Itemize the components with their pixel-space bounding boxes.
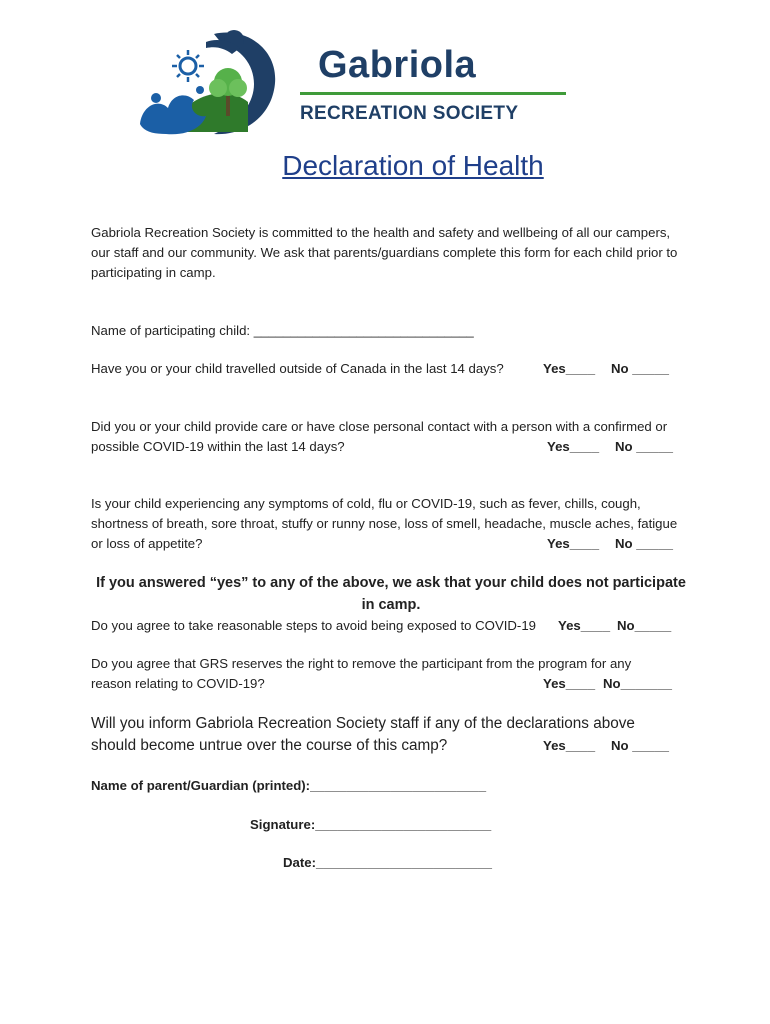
agreement-avoid-exposure: Do you agree to take reasonable steps to avoid being exposed to COVID-19	[91, 618, 536, 633]
yes-option[interactable]: Yes____	[543, 361, 596, 376]
signature-field[interactable]: Signature:________________________	[250, 817, 492, 832]
logo-icon	[136, 28, 284, 140]
no-option[interactable]: No _____	[611, 738, 669, 753]
no-option[interactable]: No_______	[603, 676, 672, 691]
question-travel: Have you or your child travelled outside of Canada in the last 14 days?	[91, 361, 504, 376]
parent-name-field[interactable]: Name of parent/Guardian (printed):________________________	[91, 778, 487, 793]
agreement-removal: Do you agree that GRS reserves the right to remove the participant from the program for any reason relating to COVID-19?	[91, 656, 632, 691]
warning-note: If you answered “yes” to any of the above, we ask that your child does not participate in camp.	[96, 575, 686, 613]
no-option[interactable]: No _____	[611, 361, 669, 376]
date-field[interactable]: Date:________________________	[283, 855, 492, 870]
yes-option[interactable]: Yes____	[543, 738, 596, 753]
logo	[136, 28, 284, 140]
yes-option[interactable]: Yes____	[543, 676, 596, 691]
agreement-inform: Will you inform Gabriola Recreation Society staff if any of the declarations above should become untrue over the course of this camp?	[91, 715, 635, 754]
intro-paragraph: Gabriola Recreation Society is committed to the health and safety and wellbeing of all our campers, our staff and our community. We ask that parents/guardians complete this form for each child prior to participating in camp.	[91, 225, 678, 280]
yes-option[interactable]: Yes____	[558, 618, 611, 633]
question-contact: Did you or your child provide care or have close personal contact with a person with a confirmed or possible COVID-19 within the last 14 days?	[91, 419, 668, 454]
yes-option[interactable]: Yes____	[547, 439, 600, 454]
question-symptoms: Is your child experiencing any symptoms of cold, flu or COVID-19, such as fever, chills, cough, shortness of breath, sore throat, stuffy or runny nose, loss of smell, headache, muscle aches, fatigue or loss of appetite?	[91, 496, 678, 551]
no-option[interactable]: No _____	[615, 439, 673, 454]
yes-option[interactable]: Yes____	[547, 536, 600, 551]
org-subtitle: RECREATION SOCIETY	[300, 103, 519, 124]
no-option[interactable]: No _____	[615, 536, 673, 551]
no-option[interactable]: No_____	[617, 618, 672, 633]
divider	[300, 92, 566, 95]
org-name: Gabriola	[318, 44, 477, 86]
page-title: Declaration of Health	[282, 150, 544, 181]
child-name-field[interactable]: Name of participating child: ______________________________	[91, 323, 474, 338]
